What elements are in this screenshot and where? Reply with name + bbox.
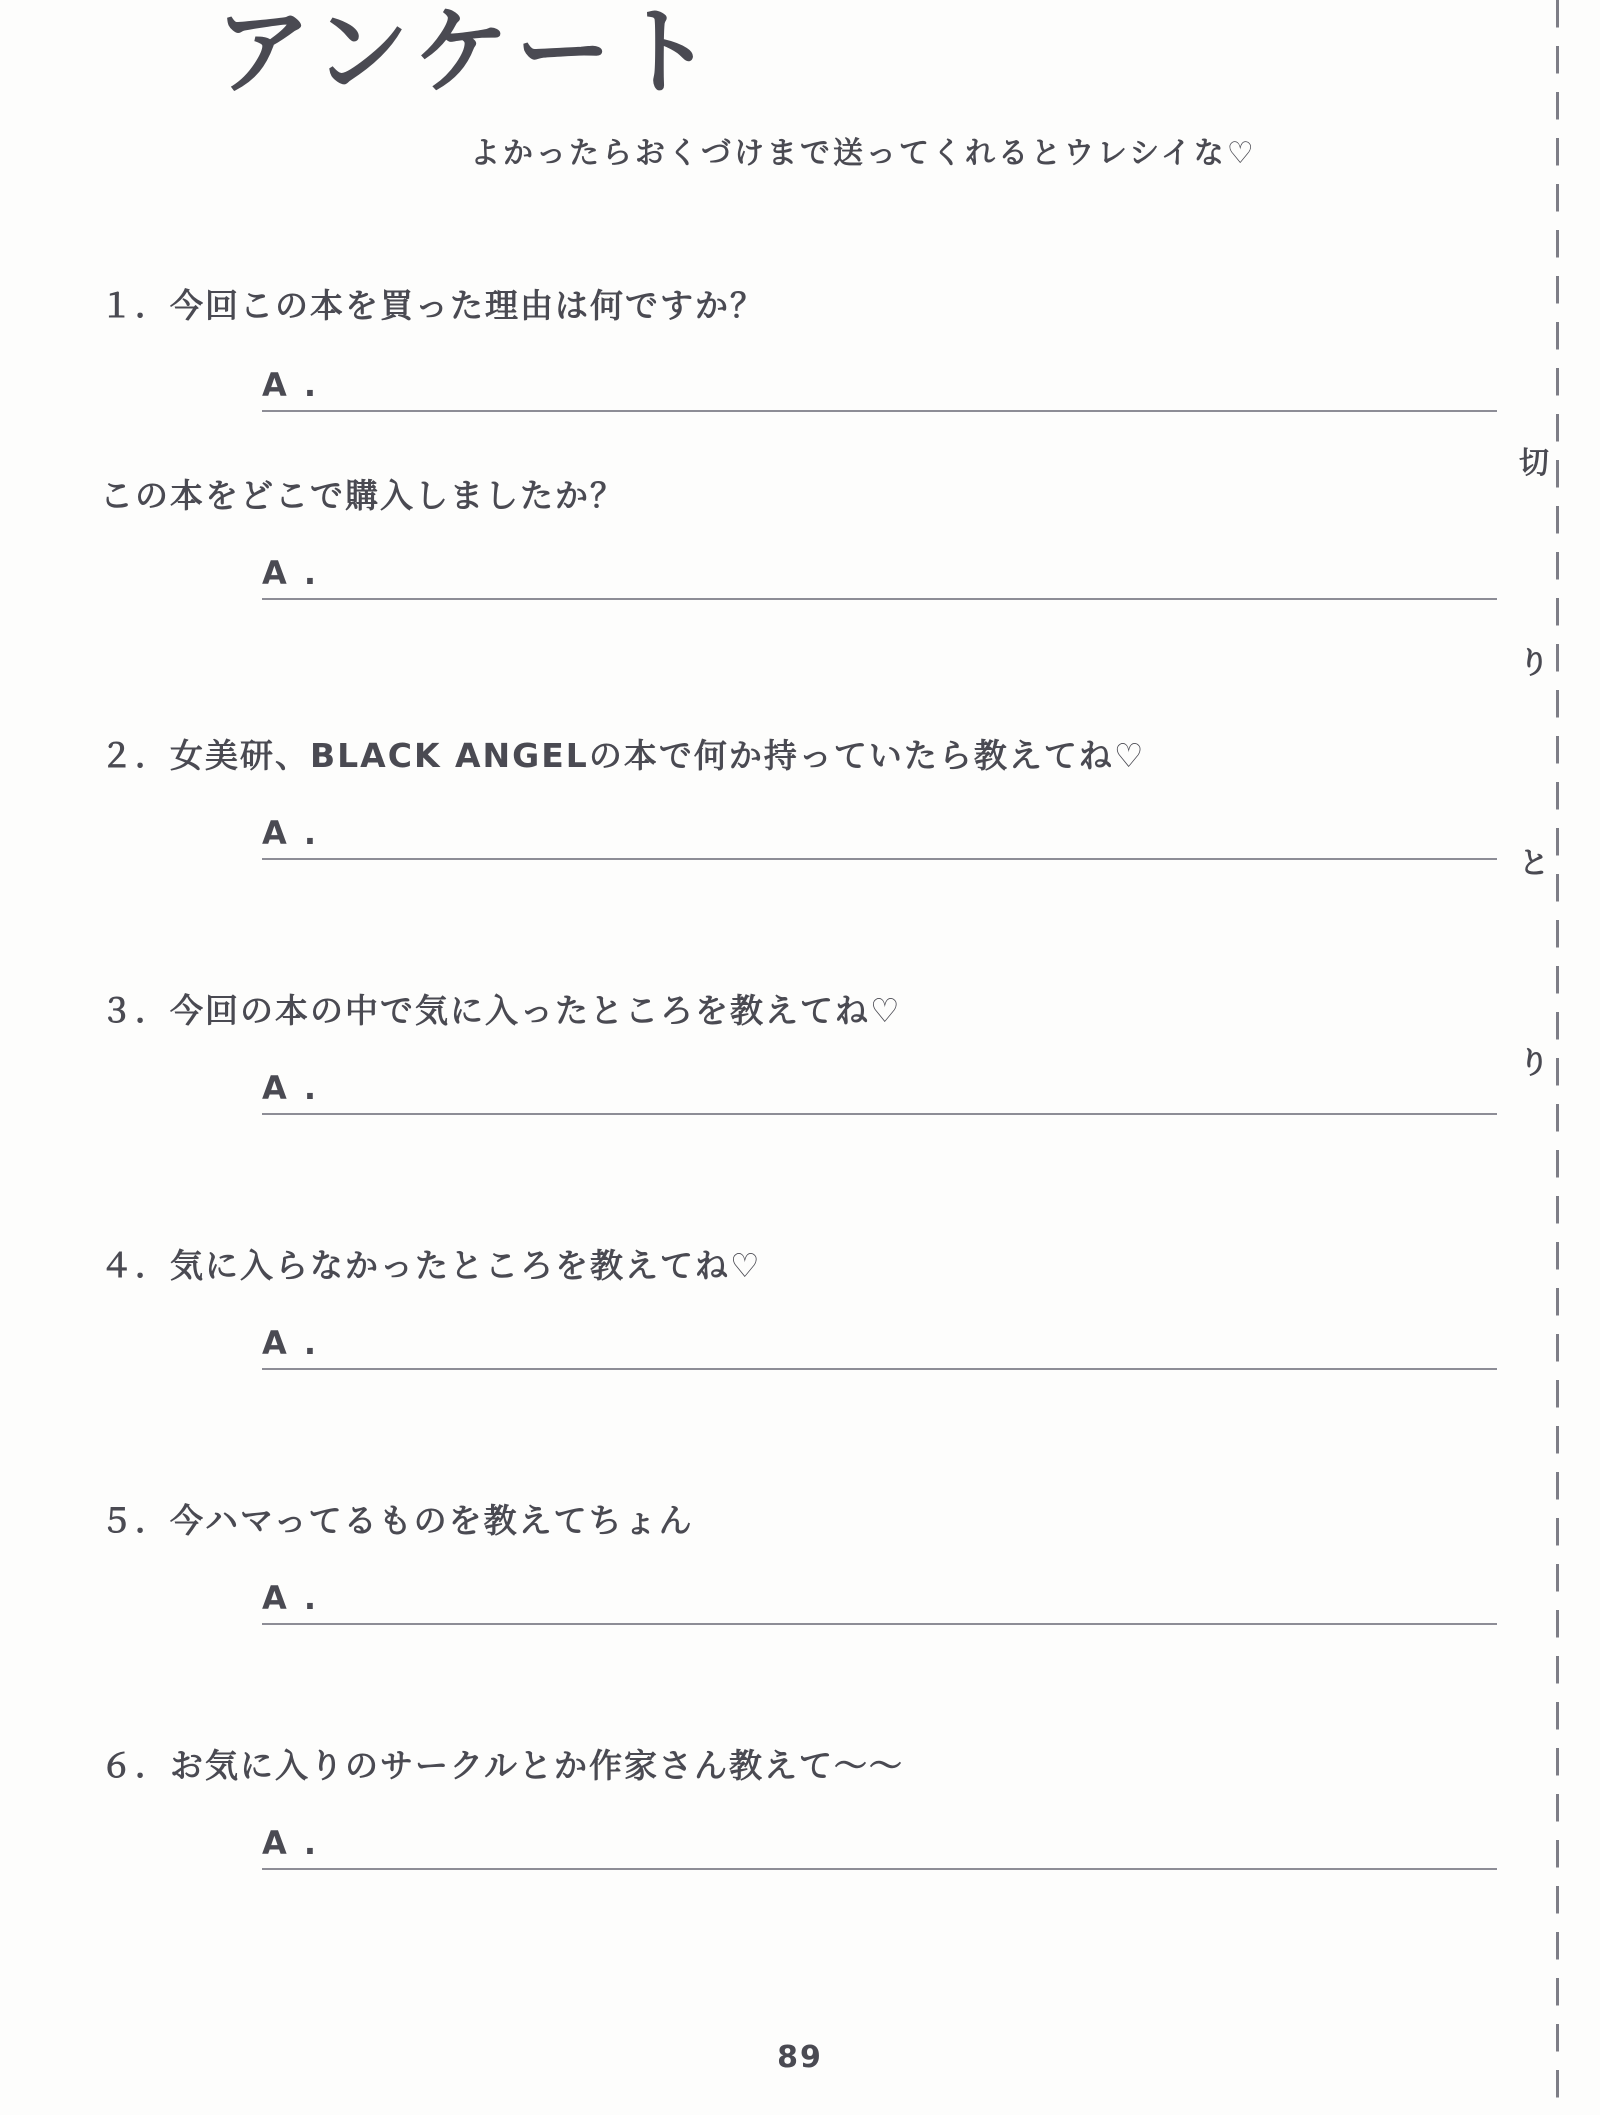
answer-label: A . [262,554,320,592]
cut-guide-char-1: 切 [1512,430,1556,490]
answer-label: A . [262,1824,320,1862]
answer-writing-line[interactable] [262,1868,1497,1870]
answer-writing-line[interactable] [262,410,1497,412]
answer-label: A . [262,366,320,404]
question-text: ３．今回の本の中で気に入ったところを教えてね♡ [100,991,902,1030]
answer-writing-line[interactable] [262,1623,1497,1625]
question-text: １．今回この本を買った理由は何ですか？ [100,286,765,325]
answer-writing-line[interactable] [262,858,1497,860]
question-text: この本をどこで購入しましたか？ [100,476,625,515]
answer-writing-line[interactable] [262,1368,1497,1370]
question-text: ５．今ハマってるものを教えてちょん [100,1501,694,1540]
page-subtitle: よかったらおくづけまで送ってくれるとウレシイな♡ [470,136,1257,171]
answer-writing-line[interactable] [262,598,1497,600]
answer-label: A . [262,1069,320,1107]
question-text: ６．お気に入りのサークルとか作家さん教えて〜〜 [100,1746,905,1785]
answer-writing-line[interactable] [262,1113,1497,1115]
cut-guide-char-4: り [1512,1030,1556,1090]
cut-guide-char-2: り [1512,630,1556,690]
question-text: ２．女美研、BLACK ANGELの本で何か持っていたら教えてね♡ [100,736,1146,775]
answer-label: A . [262,814,320,852]
cut-dashed-line [1556,0,1559,2115]
answer-label: A . [262,1324,320,1362]
question-text: ４．気に入らなかったところを教えてね♡ [100,1246,762,1285]
answer-label: A . [262,1579,320,1617]
page-title: アンケート [215,0,720,108]
page-number: 89 [777,2040,823,2075]
cut-guide-char-3: と [1512,830,1556,890]
